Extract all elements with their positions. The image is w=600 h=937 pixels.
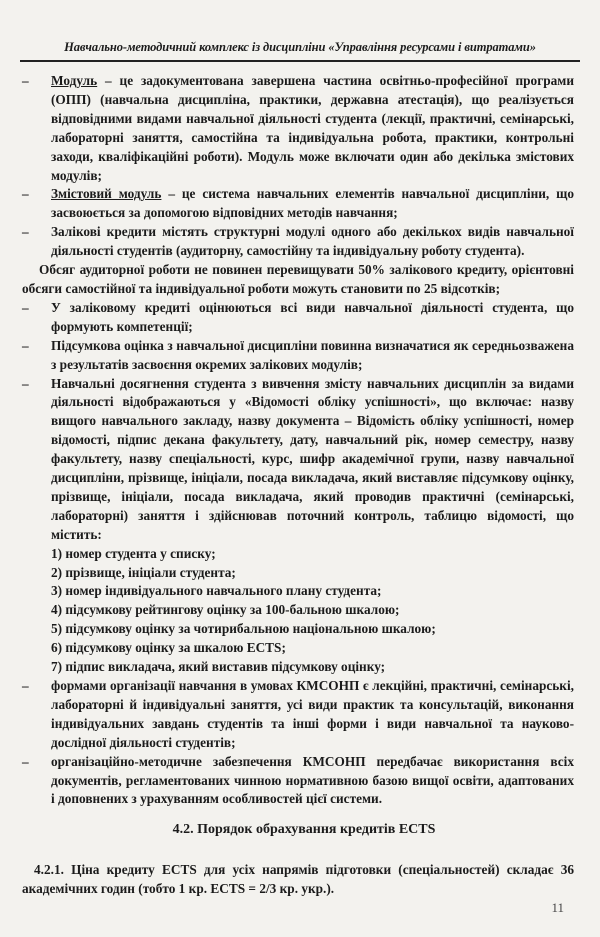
numbered-item: 1) номер студента у списку; [51, 545, 216, 561]
page-number: 11 [551, 900, 564, 915]
paragraph: Обсяг аудиторної роботи не повинен перевищувати 50% залікового кредиту, орієнтовні обсяги самостійної та індивідуальної роботи можуть становити по 25 відсотків; [22, 262, 574, 296]
list-item: – Навчальні досягнення студента з вивчення змісту навчальних дисциплін за видами діяльності відображаються у «Відомості обліку успішності», що включає: назву вищого навчального закладу, назву документа – Відомість обліку успішності, номер відомості, підпис декана факультету, дату, навчальний рік, номер семестру, назву факультету, назву спеціальності, курс, шифр академічної групи, назву навчальної дисципліни, прізвище, ініціали, посада викладача, який виставляє підсумкову оцінку, прізвище, ініціали, посада викладача, який проводив практичні (семінарські, лабораторні) заняття і здійснював поточний контроль, таблицю відомості, що містить: [22, 375, 574, 542]
list-item: – організаційно-методичне забезпечення КМСОНП передбачає використання всіх документів, регламентованих чинною нормативною базою вищої освіти, адаптованих і доповнених з урахуванням особливостей цієї системи. [22, 753, 574, 807]
list-item: – Залікові кредити містять структурні модулі одного або декількох видів навчальної діяльності студентів (аудиторну, самостійну та індивідуальну роботу студента). [22, 224, 574, 259]
numbered-item: 4) підсумкову рейтингову оцінку за 100-бальною шкалою; [51, 602, 400, 618]
numbered-item: 7) підпис викладача, який виставив підсумкову оцінку; [51, 659, 386, 675]
list-item: – Підсумкова оцінка з навчальної дисципліни повинна визначатися як середньозважена з результатів засвоєння окремих залікових модулів; [22, 337, 574, 372]
numbered-item: 2) прізвище, ініціали студента; [51, 564, 236, 580]
numbered-item: 6) підсумкову оцінку за шкалою ECTS; [51, 640, 286, 656]
list-item: – Змістовий модуль – це система навчальних елементів навчальної дисципліни, що засвоюється за допомогою відповідних методів навчання; [22, 186, 575, 221]
subsection-paragraph: 4.2.1. Ціна кредиту ECTS для усіх напрямів підготовки (спеціальностей) складає 36 академічних годин (тобто 1 кр. ECTS = 2/3 кр. укр.). [22, 862, 574, 897]
term-content-module: Змістовий модуль [51, 186, 162, 202]
numbered-item: 3) номер індивідуального навчального плану студента; [51, 583, 382, 599]
body-text [22, 72, 575, 809]
list-item: – У заліковому кредиті оцінюються всі види навчальної діяльності студента, що формують компетенції; [22, 299, 574, 334]
list-item: – формами організації навчання в умовах КМСОНП є лекційні, практичні, семінарські, лабораторні й індивідуальні заняття, усі види практик та консультацій, виконання індивідуальних завдань студентів та інші форми і види навчальної та науково-дослідної діяльності студентів; [22, 678, 574, 750]
list-item: – Модуль – це задокументована завершена частина освітньо-професійної програми (ОПП) (навчальна дисципліна, практики, державна атестація), що реалізується відповідними видами навчальної діяльності студента (лекції, практичні, семінарські, лабораторні заняття, самостійна та індивідуальна робота, практики, контрольні заходи, кваліфікаційні роботи). Модуль може включати один або декілька змістових модулів; [22, 73, 574, 183]
header-rule [20, 60, 580, 62]
term-module: Модуль [51, 73, 98, 88]
section-title: 4.2. Порядок обрахування кредитів ECTS [172, 822, 436, 837]
numbered-item: 5) підсумкову оцінку за чотирибальною національною шкалою; [51, 621, 436, 637]
running-header: Навчально-методичний комплекс із дисципліни «Управління ресурсами і витратами» [64, 40, 536, 54]
